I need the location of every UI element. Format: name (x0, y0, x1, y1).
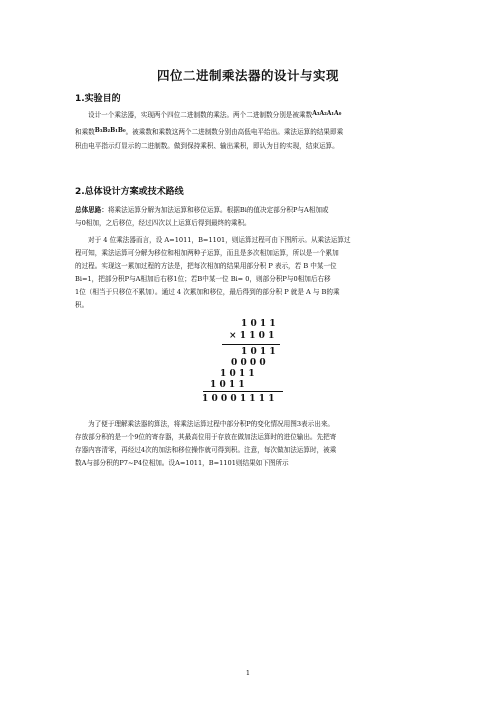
figure-product: 10001111 (202, 394, 278, 404)
text-line: 设计一个乘法器，实现两个四位二进制数的乘法。两个二进制数分别是被乘数A₃A₂A₁A₀ (88, 110, 342, 119)
text-line: 存器内容清零，再经过4次的加法和移位操作就可得到积。注意，每次做加法运算时，被乘 (75, 446, 337, 454)
text-line: 对于 4 位乘法器而言，设 A=1011，B=1101，则运算过程可由下图所示。从乘法运算过 (88, 236, 351, 244)
section-design-paragraph (75, 234, 421, 312)
text-line: 数A与部分积的P7~P4位相加。设A=1011，B=1101则结果如下图所示 (75, 459, 289, 467)
figure-partial-1: 1011 (241, 347, 279, 357)
figure-rule-top (222, 344, 280, 345)
section-design-idea (75, 204, 421, 230)
text-line: 与0相加，之后移位，经过四次以上运算后得到最终的乘积。 (75, 219, 251, 227)
text-line: 和乘数B₃B₂B₁B₀。被乘数和乘数这两个二进制数分别由高低电平给出。乘法运算的结果即乘 (75, 127, 344, 136)
text-line: 为了便于理解乘法器的算法，将乘法运算过程中部分积P的变化情况用图3表示出来。 (88, 420, 335, 428)
idea-label: 总体思路： (75, 206, 108, 214)
figure-partial-2: 0000 (231, 358, 269, 368)
figure-partial-3: 1011 (220, 369, 258, 379)
text-line: Bi=1，把部分积P与A相加后右移1位；若B中某一位 Bi= 0，则部分积P与0相加后右移 (75, 275, 331, 283)
figure-rule-bottom (203, 391, 283, 392)
text-line: 积由电平指示灯显示的二进制数。做到保持乘积、输出乘积，即认为目的实现，结束运算。 (75, 142, 339, 150)
figure-multiplier: ×1101 (229, 331, 278, 341)
section-heading-design: 2.总体设计方案或技术路线 (75, 187, 184, 197)
text-line: 1位（相当于只移位不累加）。通过 4 次累加和移位，最后得到的部分积 P 就是 A 与 B的乘 (75, 288, 340, 296)
figure-multiplicand: 1011 (241, 319, 279, 329)
page-number: 1 (245, 669, 251, 677)
text-line: 积。 (75, 301, 89, 309)
text-line: 程可知，乘法运算可分解为移位和相加两种子运算，而且是多次相加运算，所以是一个累加 (75, 249, 339, 257)
section-heading-purpose: 1.实验目的 (75, 94, 121, 104)
multiplicand-variables: A₃A₂A₁A₀ (312, 110, 342, 117)
figure-partial-4: 1011 (210, 380, 248, 390)
section-algorithm-paragraph (75, 418, 421, 470)
text-line: 存放部分积的是一个9位的寄存器，其最高位用于存放在做加法运算时的进位输出。先把寄 (75, 433, 337, 441)
page-title: 四位二进制乘法器的设计与实现 (156, 68, 339, 83)
text-line: 的过程。实现这一累加过程的方法是，把每次相加的结果用部分积 P 表示，若 B 中某一位 (75, 262, 337, 270)
section-purpose-body (75, 107, 421, 153)
text-line: 总体思路：将乘法运算分解为加法运算和移位运算。根据Bi的值决定部分积P与A相加或 (75, 206, 329, 214)
multiplier-variables: B₃B₂B₁B₀ (94, 127, 126, 134)
